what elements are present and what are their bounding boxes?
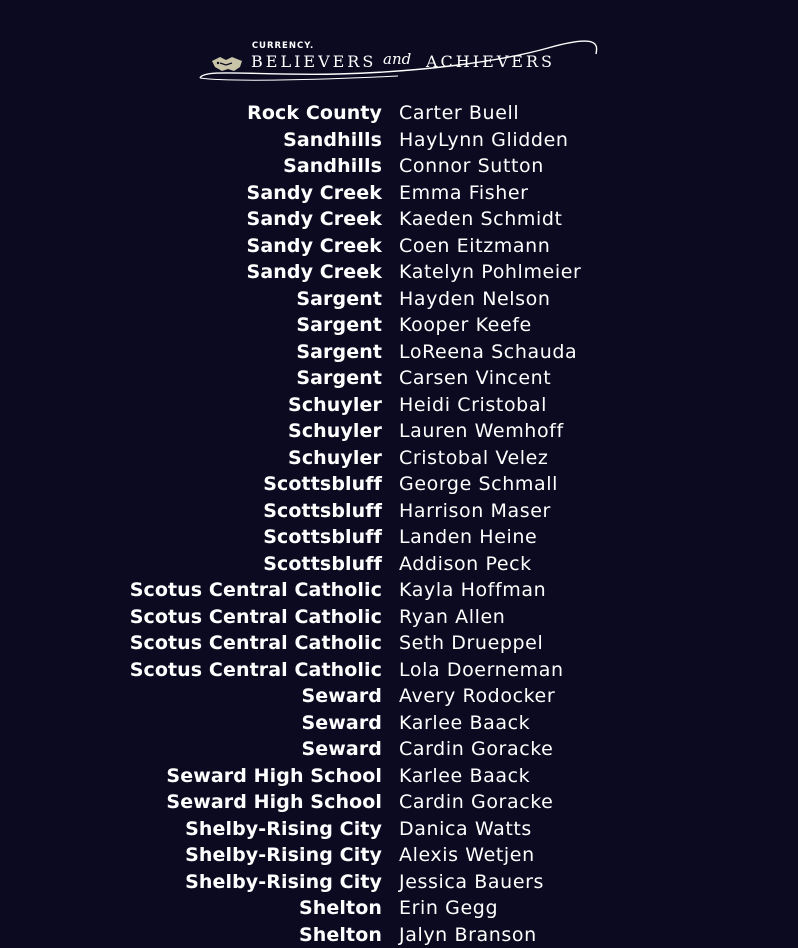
list-item [0, 233, 798, 260]
list-item [0, 816, 798, 843]
list-item [0, 418, 798, 445]
school-name: Seward [301, 736, 382, 763]
school-name: Sandhills [283, 153, 382, 180]
school-name: Seward High School [166, 763, 382, 790]
list-item [0, 259, 798, 286]
logo-word-achievers: ACHIEVERS [426, 52, 555, 71]
student-name: Kooper Keefe [399, 312, 532, 339]
list-item [0, 710, 798, 737]
school-name: Sandhills [283, 127, 382, 154]
student-name: Alexis Wetjen [399, 842, 535, 869]
list-item [0, 842, 798, 869]
student-name: Danica Watts [399, 816, 532, 843]
list-item [0, 736, 798, 763]
school-name: Schuyler [288, 418, 382, 445]
school-name: Sargent [296, 312, 382, 339]
student-name: Cardin Goracke [399, 789, 553, 816]
student-name: Katelyn Pohlmeier [399, 259, 581, 286]
student-name: Ryan Allen [399, 604, 505, 631]
list-item [0, 206, 798, 233]
list-item [0, 551, 798, 578]
school-name: Sargent [296, 339, 382, 366]
school-name: Rock County [247, 100, 382, 127]
student-name: HayLynn Glidden [399, 127, 569, 154]
list-item [0, 100, 798, 127]
student-name: Addison Peck [399, 551, 532, 578]
student-name: Lauren Wemhoff [399, 418, 564, 445]
list-item [0, 869, 798, 896]
student-name: Kayla Hoffman [399, 577, 546, 604]
school-name: Sandy Creek [247, 180, 382, 207]
list-item [0, 657, 798, 684]
school-name: Sandy Creek [247, 206, 382, 233]
student-name: Erin Gegg [399, 895, 498, 922]
student-name: Cristobal Velez [399, 445, 549, 472]
student-name: Landen Heine [399, 524, 537, 551]
school-name: Schuyler [288, 392, 382, 419]
student-name: Karlee Baack [399, 710, 530, 737]
list-item [0, 180, 798, 207]
handshake-icon [210, 53, 244, 75]
school-name: Shelton [299, 922, 382, 948]
list-item [0, 604, 798, 631]
list-item [0, 365, 798, 392]
student-name: Karlee Baack [399, 763, 530, 790]
school-name: Scotus Central Catholic [130, 630, 382, 657]
school-name: Seward [301, 710, 382, 737]
list-item [0, 630, 798, 657]
list-item [0, 392, 798, 419]
school-name: Shelby-Rising City [185, 816, 382, 843]
student-name: Carsen Vincent [399, 365, 551, 392]
student-name: Seth Drueppel [399, 630, 543, 657]
school-name: Scotus Central Catholic [130, 657, 382, 684]
school-name: Scotus Central Catholic [130, 604, 382, 631]
student-name: Cardin Goracke [399, 736, 553, 763]
list-item [0, 763, 798, 790]
student-name: Heidi Cristobal [399, 392, 547, 419]
list-item [0, 471, 798, 498]
school-name: Shelton [299, 895, 382, 922]
logo-brand-text: CURRENCY. [250, 41, 316, 51]
list-item [0, 445, 798, 472]
student-name: Kaeden Schmidt [399, 206, 563, 233]
believers-achievers-logo [198, 40, 600, 84]
school-name: Sargent [296, 286, 382, 313]
school-name: Scottsbluff [263, 498, 382, 525]
school-name: Sandy Creek [247, 233, 382, 260]
school-name: Seward [301, 683, 382, 710]
logo-word-believers: BELIEVERS [251, 52, 376, 71]
list-item [0, 895, 798, 922]
school-name: Seward High School [166, 789, 382, 816]
student-name: Harrison Maser [399, 498, 551, 525]
school-name: Scottsbluff [263, 524, 382, 551]
list-item [0, 577, 798, 604]
student-name: Jalyn Branson [399, 922, 537, 948]
student-name: LoReena Schauda [399, 339, 577, 366]
student-name: George Schmall [399, 471, 558, 498]
list-item [0, 153, 798, 180]
school-name: Shelby-Rising City [185, 869, 382, 896]
school-name: Shelby-Rising City [185, 842, 382, 869]
student-name: Connor Sutton [399, 153, 544, 180]
school-name: Scottsbluff [263, 471, 382, 498]
list-item [0, 789, 798, 816]
school-name: Scotus Central Catholic [130, 577, 382, 604]
school-name: Sargent [296, 365, 382, 392]
student-name: Hayden Nelson [399, 286, 551, 313]
list-item [0, 312, 798, 339]
school-name: Sandy Creek [247, 259, 382, 286]
list-item [0, 286, 798, 313]
student-name: Jessica Bauers [399, 869, 544, 896]
school-name: Scottsbluff [263, 551, 382, 578]
roster-list [0, 100, 798, 948]
student-name: Avery Rodocker [399, 683, 555, 710]
list-item [0, 683, 798, 710]
logo-word-and: and [383, 50, 411, 68]
student-name: Carter Buell [399, 100, 519, 127]
list-item [0, 339, 798, 366]
list-item [0, 524, 798, 551]
list-item [0, 127, 798, 154]
school-name: Schuyler [288, 445, 382, 472]
student-name: Coen Eitzmann [399, 233, 550, 260]
student-name: Emma Fisher [399, 180, 529, 207]
list-item [0, 498, 798, 525]
student-name: Lola Doerneman [399, 657, 564, 684]
list-item [0, 922, 798, 948]
